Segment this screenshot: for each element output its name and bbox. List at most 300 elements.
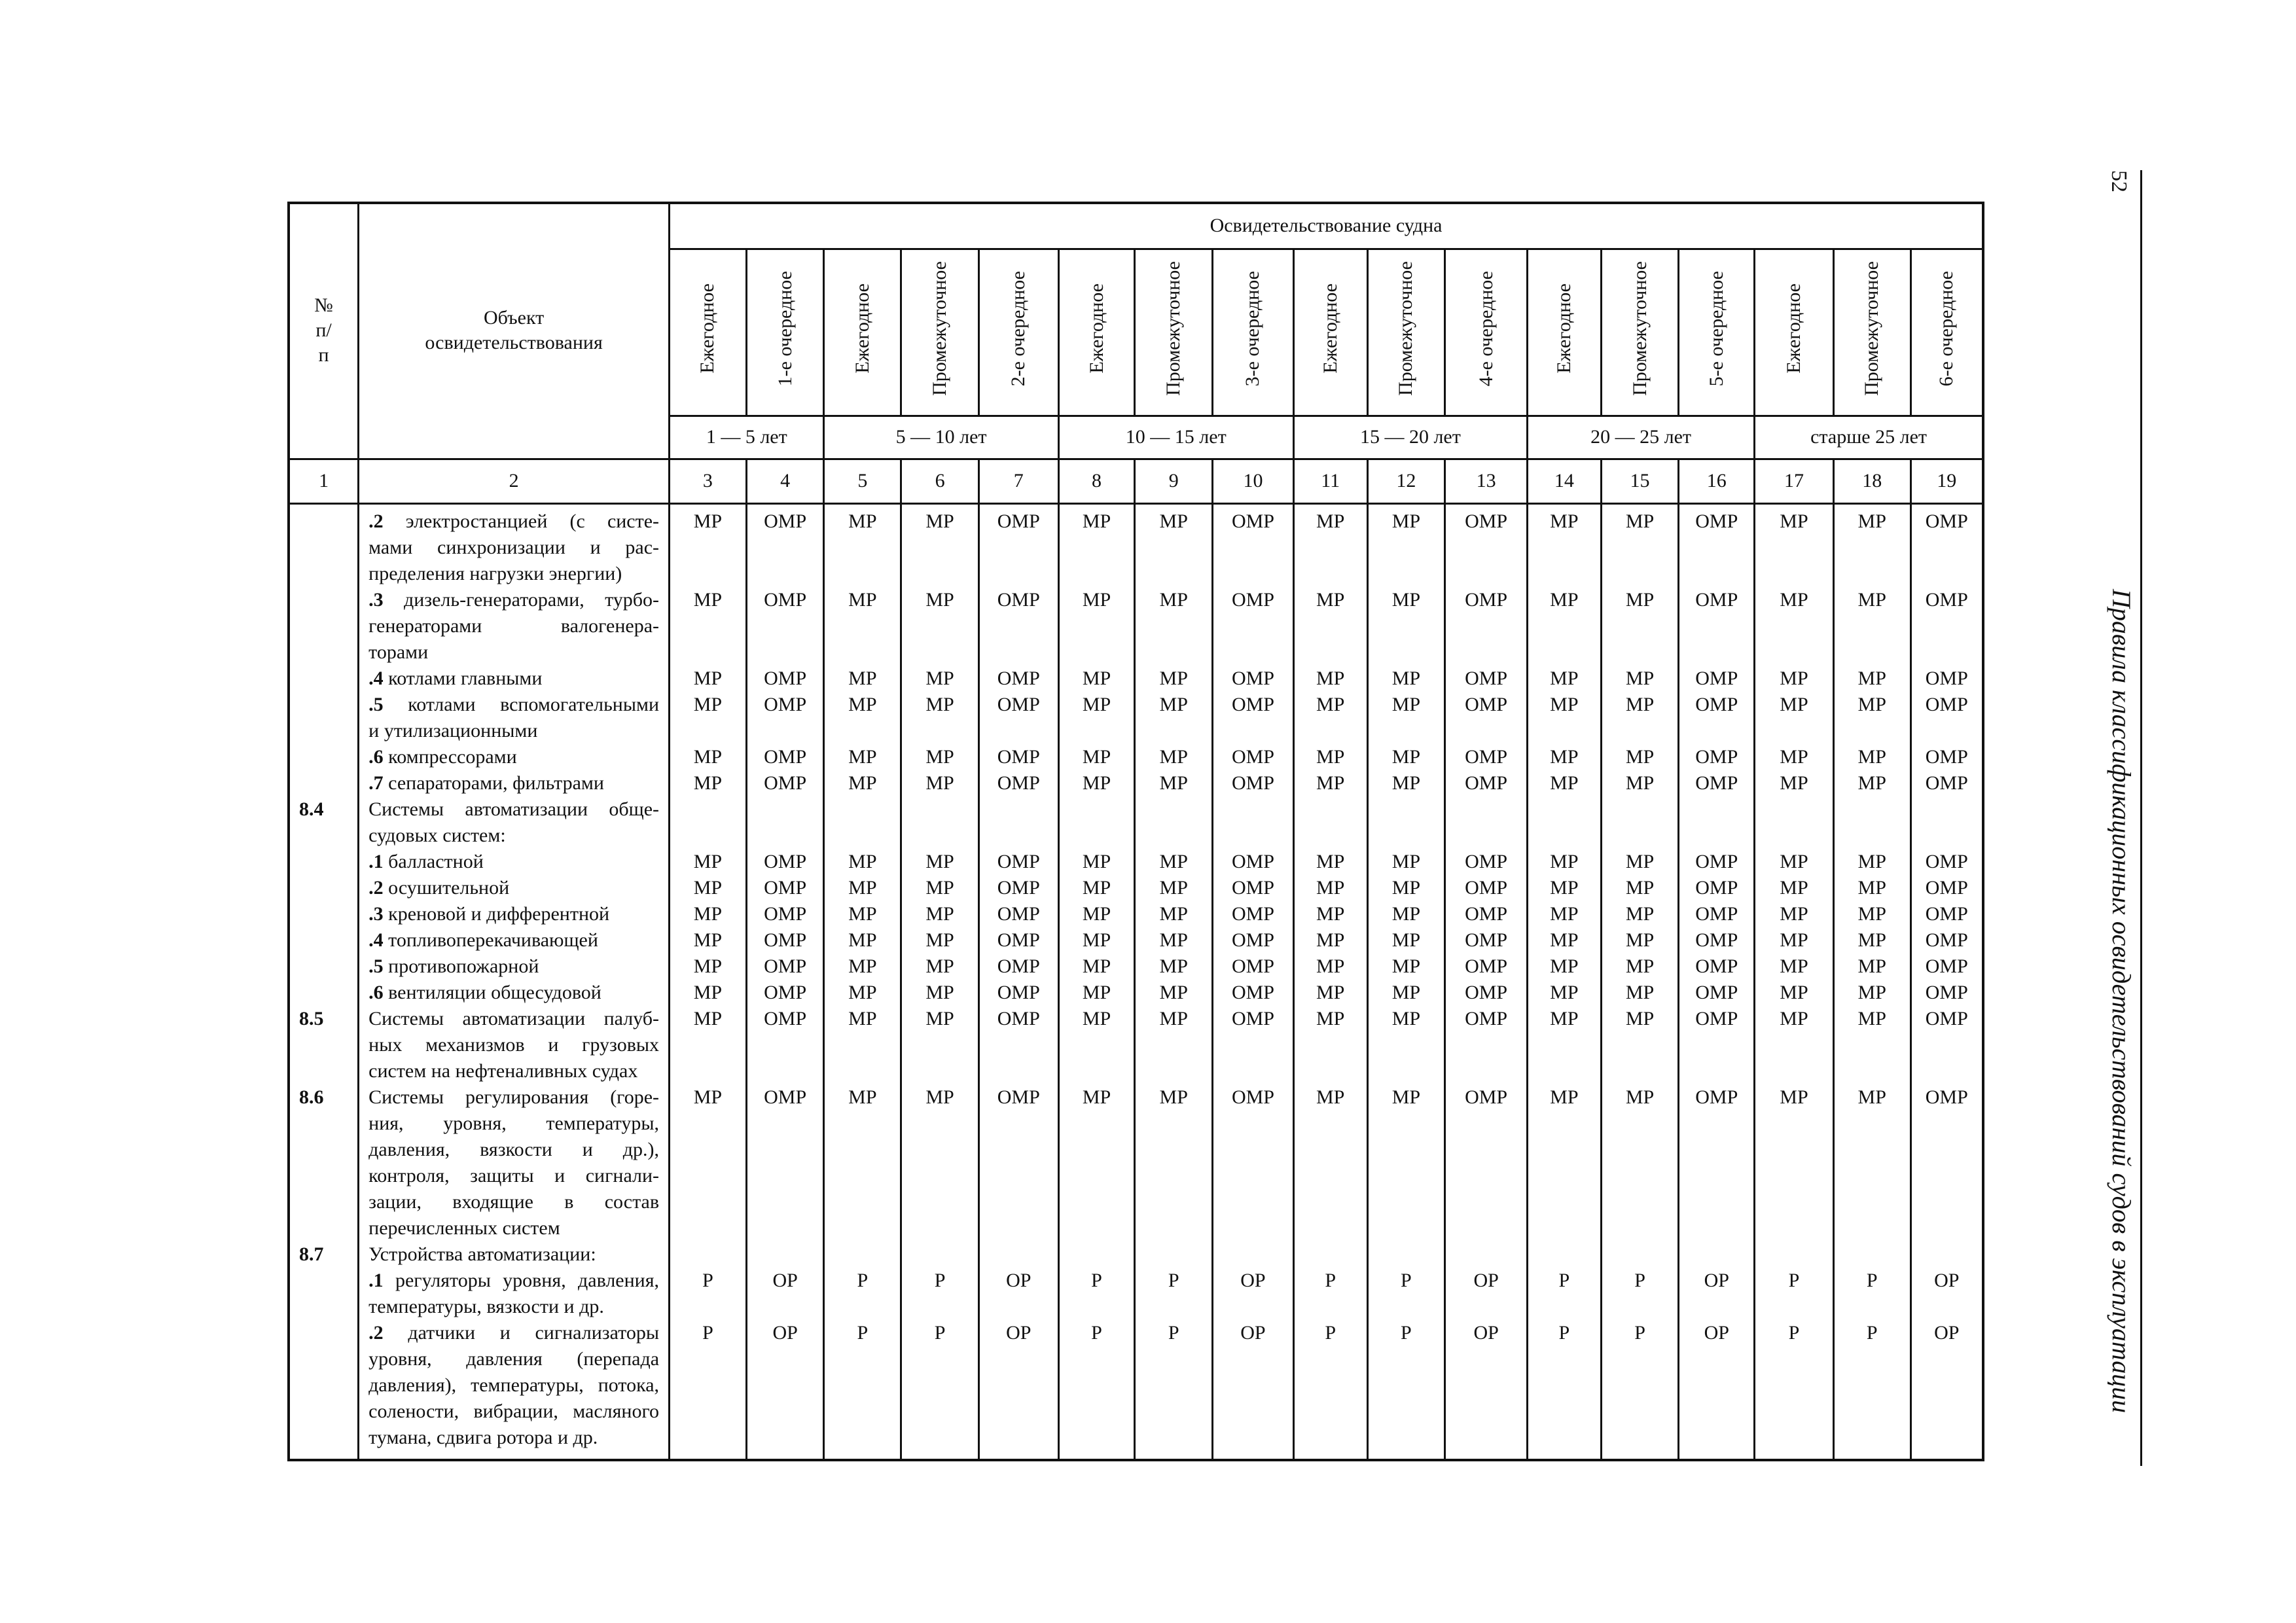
- survey-mark: ОМР: [1465, 693, 1508, 715]
- subitem-prefix: .7: [368, 772, 384, 794]
- column-number: 18: [1833, 459, 1910, 503]
- survey-mark: ОМР: [1465, 772, 1508, 794]
- survey-mark: МР: [1159, 667, 1188, 689]
- survey-mark: МР: [1625, 876, 1655, 899]
- column-number: 14: [1528, 459, 1602, 503]
- item-number-column: [289, 503, 359, 1460]
- survey-mark: ОМР: [997, 902, 1040, 925]
- survey-mark: ОМР: [1925, 588, 1968, 611]
- survey-mark: МР: [848, 850, 877, 872]
- survey-mark: МР: [1316, 772, 1345, 794]
- survey-mark: МР: [925, 693, 954, 715]
- survey-marks-column: [1910, 503, 1983, 1460]
- header-age-group: 15 — 20 лет: [1293, 416, 1527, 459]
- survey-mark: ОМР: [1465, 588, 1508, 611]
- survey-mark: Р: [934, 1269, 946, 1291]
- survey-mark: МР: [1780, 510, 1808, 532]
- object-text-line: давления, вязкости и др.),: [368, 1138, 660, 1160]
- page-number: 52: [2107, 170, 2131, 192]
- survey-mark: МР: [1082, 902, 1111, 925]
- survey-mark: МР: [1316, 667, 1345, 689]
- survey-mark: ОМР: [1925, 955, 1968, 977]
- survey-mark: МР: [693, 510, 723, 532]
- column-number: 16: [1679, 459, 1755, 503]
- survey-mark: МР: [1391, 902, 1421, 925]
- survey-mark: МР: [1391, 510, 1421, 532]
- survey-marks-column: [1601, 503, 1679, 1460]
- survey-mark: МР: [693, 850, 723, 872]
- survey-mark: МР: [925, 772, 954, 794]
- survey-mark: МР: [1780, 981, 1808, 1003]
- survey-mark: ОР: [1473, 1321, 1499, 1344]
- survey-mark: ОМР: [1925, 850, 1968, 872]
- subitem-prefix: .5: [368, 693, 384, 715]
- survey-mark: ОМР: [1695, 955, 1738, 977]
- survey-mark: ОМР: [764, 1007, 807, 1029]
- survey-mark: Р: [1558, 1321, 1570, 1344]
- survey-mark: ОМР: [1231, 929, 1274, 951]
- subitem-prefix: .1: [368, 1269, 384, 1291]
- survey-mark: МР: [1550, 929, 1579, 951]
- survey-mark: МР: [1082, 588, 1111, 611]
- survey-mark: МР: [925, 929, 954, 951]
- survey-mark: ОР: [772, 1269, 798, 1291]
- survey-mark: Р: [1788, 1269, 1800, 1291]
- survey-mark: МР: [1550, 693, 1579, 715]
- column-number: 15: [1601, 459, 1679, 503]
- survey-mark: ОМР: [764, 745, 807, 768]
- survey-mark: ОМР: [764, 876, 807, 899]
- column-number: 17: [1755, 459, 1834, 503]
- item-number: 8.7: [299, 1243, 324, 1265]
- survey-mark: ОМР: [1695, 667, 1738, 689]
- object-text-line: мами синхронизации и рас-: [368, 536, 660, 558]
- survey-mark: МР: [1159, 1007, 1188, 1029]
- survey-mark: МР: [1780, 772, 1808, 794]
- survey-mark: МР: [1316, 693, 1345, 715]
- object-text-line: .6 компрессорами: [368, 745, 517, 768]
- survey-mark: МР: [1625, 850, 1655, 872]
- object-text-line: .7 сепараторами, фильтрами: [368, 772, 604, 794]
- survey-mark: МР: [1625, 955, 1655, 977]
- object-text-line: .3 креновой и дифферентной: [368, 902, 610, 925]
- object-text-line: .1 регуляторы уровня, давления,: [368, 1269, 660, 1291]
- survey-mark: МР: [1857, 588, 1886, 611]
- survey-mark: МР: [848, 667, 877, 689]
- survey-mark: Р: [857, 1321, 869, 1344]
- object-text-line: .2 датчики и сигнализаторы: [368, 1321, 660, 1344]
- survey-mark: МР: [925, 510, 954, 532]
- survey-marks-column: [1445, 503, 1528, 1460]
- survey-mark: МР: [1316, 588, 1345, 611]
- survey-mark: МР: [1082, 955, 1111, 977]
- header-survey-type: Промежуточное: [1367, 249, 1445, 416]
- survey-mark: ОМР: [997, 929, 1040, 951]
- survey-mark: ОР: [1934, 1321, 1960, 1344]
- survey-mark: МР: [848, 929, 877, 951]
- survey-mark: МР: [1159, 745, 1188, 768]
- survey-mark: Р: [934, 1321, 946, 1344]
- survey-mark: ОМР: [1925, 981, 1968, 1003]
- survey-mark: МР: [1082, 850, 1111, 872]
- survey-mark: Р: [1325, 1321, 1336, 1344]
- survey-mark: МР: [1780, 693, 1808, 715]
- survey-mark: МР: [1391, 772, 1421, 794]
- survey-mark: МР: [1857, 745, 1886, 768]
- survey-mark: МР: [693, 929, 723, 951]
- survey-mark: МР: [1391, 981, 1421, 1003]
- survey-mark: Р: [1168, 1321, 1179, 1344]
- survey-mark: МР: [1159, 955, 1188, 977]
- survey-mark: МР: [1082, 981, 1111, 1003]
- survey-mark: ОМР: [997, 745, 1040, 768]
- survey-mark: МР: [848, 745, 877, 768]
- survey-mark: МР: [925, 1086, 954, 1108]
- survey-mark: ОМР: [1695, 1086, 1738, 1108]
- survey-mark: ОМР: [764, 955, 807, 977]
- survey-mark: ОМР: [764, 510, 807, 532]
- survey-mark: МР: [1625, 1086, 1655, 1108]
- object-text-line: .4 котлами главными: [368, 667, 543, 689]
- column-number: 12: [1367, 459, 1445, 503]
- survey-mark: Р: [1634, 1321, 1645, 1344]
- header-survey-type: Ежегодное: [1293, 249, 1367, 416]
- survey-mark: ОМР: [1465, 850, 1508, 872]
- object-text-line: Устройства автоматизации:: [368, 1243, 596, 1265]
- survey-mark: МР: [1857, 510, 1886, 532]
- survey-mark: ОМР: [1231, 693, 1274, 715]
- survey-mark: ОР: [1240, 1321, 1266, 1344]
- header-survey-type: 5-е очередное: [1679, 249, 1755, 416]
- survey-mark: ОМР: [1231, 981, 1274, 1003]
- survey-mark: МР: [1082, 772, 1111, 794]
- survey-mark: ОМР: [1925, 876, 1968, 899]
- column-number: 6: [901, 459, 979, 503]
- survey-mark: Р: [1788, 1321, 1800, 1344]
- survey-mark: МР: [1391, 667, 1421, 689]
- survey-mark: ОМР: [1231, 876, 1274, 899]
- survey-mark: Р: [1866, 1269, 1878, 1291]
- survey-mark: ОМР: [1465, 981, 1508, 1003]
- survey-mark: Р: [1325, 1269, 1336, 1291]
- survey-mark: Р: [1866, 1321, 1878, 1344]
- survey-mark: ОМР: [1695, 876, 1738, 899]
- survey-mark: МР: [1550, 902, 1579, 925]
- survey-mark: МР: [1550, 1086, 1579, 1108]
- subitem-prefix: .5: [368, 955, 384, 977]
- header-survey-type: 2-е очередное: [978, 249, 1058, 416]
- object-text-line: .3 дизель-генераторами, турбо-: [368, 588, 660, 611]
- object-text-line: судовых систем:: [368, 824, 506, 846]
- survey-mark: МР: [1625, 981, 1655, 1003]
- survey-mark: МР: [1391, 588, 1421, 611]
- survey-mark: ОМР: [997, 1086, 1040, 1108]
- object-text-line: Системы автоматизации обще-: [368, 798, 660, 820]
- column-number: 19: [1910, 459, 1983, 503]
- header-survey-type: 6-е очередное: [1910, 249, 1983, 416]
- header-survey-type: 1-е очередное: [746, 249, 824, 416]
- object-text-line: тумана, сдвига ротора и др.: [368, 1426, 598, 1448]
- survey-mark: ОР: [772, 1321, 798, 1344]
- object-text-line: генераторами валогенера-: [368, 615, 660, 637]
- object-text-line: .5 котлами вспомогательными: [368, 693, 660, 715]
- survey-mark: ОМР: [1231, 902, 1274, 925]
- survey-mark: ОМР: [1231, 772, 1274, 794]
- header-survey-type: Промежуточное: [901, 249, 979, 416]
- survey-mark: МР: [1391, 929, 1421, 951]
- survey-mark: МР: [1780, 667, 1808, 689]
- object-text-line: Системы регулирования (горе-: [368, 1086, 660, 1108]
- survey-mark: МР: [1857, 850, 1886, 872]
- survey-mark: МР: [1780, 902, 1808, 925]
- survey-mark: МР: [848, 1086, 877, 1108]
- survey-mark: ОР: [1006, 1269, 1031, 1291]
- survey-mark: МР: [693, 745, 723, 768]
- object-text-line: и утилизационными: [368, 719, 538, 741]
- survey-mark: МР: [848, 955, 877, 977]
- survey-mark: Р: [702, 1269, 713, 1291]
- survey-mark: МР: [1550, 510, 1579, 532]
- survey-mark: МР: [1550, 772, 1579, 794]
- header-survey-type: 4-е очередное: [1445, 249, 1528, 416]
- object-text-line: контроля, защиты и сигнали-: [368, 1164, 660, 1186]
- survey-mark: МР: [1391, 850, 1421, 872]
- survey-mark: МР: [925, 955, 954, 977]
- column-number: 8: [1058, 459, 1135, 503]
- survey-mark: ОМР: [764, 667, 807, 689]
- survey-mark: МР: [1625, 667, 1655, 689]
- survey-marks-column: [1135, 503, 1213, 1460]
- header-age-group: 20 — 25 лет: [1528, 416, 1755, 459]
- subitem-prefix: .6: [368, 745, 384, 768]
- survey-mark: МР: [693, 667, 723, 689]
- survey-mark: ОМР: [764, 850, 807, 872]
- survey-mark: МР: [1159, 902, 1188, 925]
- survey-mark: МР: [1159, 510, 1188, 532]
- survey-mark: МР: [1316, 876, 1345, 899]
- object-text-line: .5 противопожарной: [368, 955, 539, 977]
- survey-mark: МР: [1316, 745, 1345, 768]
- survey-mark: МР: [1857, 772, 1886, 794]
- survey-mark: МР: [1159, 1086, 1188, 1108]
- survey-mark: Р: [1401, 1269, 1412, 1291]
- survey-mark: ОМР: [1231, 1007, 1274, 1029]
- header-survey-type: Ежегодное: [1058, 249, 1135, 416]
- header-survey-type: Ежегодное: [670, 249, 747, 416]
- survey-mark: МР: [848, 1007, 877, 1029]
- survey-mark: МР: [848, 876, 877, 899]
- subitem-prefix: .1: [368, 850, 384, 872]
- object-text-line: ния, уровня, температуры,: [368, 1112, 660, 1134]
- survey-mark: ОМР: [764, 902, 807, 925]
- object-text-line: систем на нефтеналивных судах: [368, 1060, 638, 1082]
- object-column: [359, 503, 670, 1460]
- survey-mark: ОМР: [764, 1086, 807, 1108]
- survey-mark: МР: [1780, 1086, 1808, 1108]
- survey-mark: ОМР: [1231, 667, 1274, 689]
- survey-mark: МР: [1780, 1007, 1808, 1029]
- survey-mark: Р: [702, 1321, 713, 1344]
- survey-marks-column: [746, 503, 824, 1460]
- survey-mark: ОМР: [1925, 667, 1968, 689]
- survey-mark: ОМР: [1465, 876, 1508, 899]
- survey-mark: МР: [1550, 850, 1579, 872]
- survey-marks-column: [901, 503, 979, 1460]
- survey-marks-column: [824, 503, 901, 1460]
- survey-mark: ОМР: [1231, 588, 1274, 611]
- survey-mark: МР: [1625, 588, 1655, 611]
- survey-mark: МР: [1780, 745, 1808, 768]
- survey-mark: ОМР: [1465, 1086, 1508, 1108]
- survey-mark: ОМР: [1231, 510, 1274, 532]
- survey-mark: МР: [1625, 772, 1655, 794]
- object-text-line: пределения нагрузки энергии): [368, 562, 622, 584]
- survey-mark: МР: [1625, 693, 1655, 715]
- survey-mark: МР: [1159, 693, 1188, 715]
- survey-mark: МР: [1159, 588, 1188, 611]
- survey-mark: ОМР: [1695, 588, 1738, 611]
- survey-mark: ОМР: [997, 876, 1040, 899]
- object-text-line: температуры, вязкости и др.: [368, 1295, 604, 1317]
- header-survey: Освидетельствование судна: [670, 203, 1983, 249]
- survey-mark: МР: [1391, 1007, 1421, 1029]
- survey-mark: ОМР: [1925, 902, 1968, 925]
- survey-mark: ОМР: [997, 588, 1040, 611]
- survey-mark: МР: [1857, 667, 1886, 689]
- survey-mark: Р: [1091, 1321, 1102, 1344]
- header-age-group: старше 25 лет: [1755, 416, 1983, 459]
- object-text-line: торами: [368, 641, 429, 663]
- survey-mark: МР: [925, 588, 954, 611]
- survey-mark: МР: [693, 1007, 723, 1029]
- survey-mark: МР: [1391, 745, 1421, 768]
- item-number: 8.5: [299, 1007, 324, 1029]
- survey-mark: МР: [848, 693, 877, 715]
- survey-mark: МР: [1391, 693, 1421, 715]
- survey-mark: ОМР: [1465, 745, 1508, 768]
- header-age-group: 5 — 10 лет: [824, 416, 1058, 459]
- survey-mark: МР: [925, 876, 954, 899]
- survey-mark: МР: [925, 1007, 954, 1029]
- survey-mark: ОМР: [1695, 929, 1738, 951]
- survey-mark: ОМР: [1231, 745, 1274, 768]
- survey-marks-column: [1528, 503, 1602, 1460]
- survey-mark: МР: [1159, 876, 1188, 899]
- survey-mark: ОМР: [764, 981, 807, 1003]
- object-text-line: .2 осушительной: [368, 876, 510, 899]
- column-number: 7: [978, 459, 1058, 503]
- survey-mark: Р: [1558, 1269, 1570, 1291]
- survey-mark: МР: [1316, 510, 1345, 532]
- column-number: 4: [746, 459, 824, 503]
- survey-mark: ОМР: [1925, 929, 1968, 951]
- survey-mark: МР: [1082, 510, 1111, 532]
- header-survey-type: Ежегодное: [824, 249, 901, 416]
- survey-mark: МР: [848, 902, 877, 925]
- subitem-prefix: .4: [368, 929, 384, 951]
- survey-mark: МР: [1082, 1086, 1111, 1108]
- survey-mark: МР: [1082, 693, 1111, 715]
- survey-mark: МР: [848, 772, 877, 794]
- survey-mark: МР: [925, 745, 954, 768]
- survey-mark: ОМР: [764, 772, 807, 794]
- survey-mark: МР: [1316, 955, 1345, 977]
- column-number: 10: [1213, 459, 1294, 503]
- survey-mark: МР: [1550, 955, 1579, 977]
- survey-mark: МР: [693, 876, 723, 899]
- survey-mark: МР: [693, 588, 723, 611]
- survey-mark: МР: [925, 667, 954, 689]
- survey-mark: ОМР: [764, 693, 807, 715]
- header-age-group: 10 — 15 лет: [1058, 416, 1293, 459]
- survey-mark: МР: [1550, 876, 1579, 899]
- survey-mark: МР: [1159, 929, 1188, 951]
- survey-mark: МР: [1316, 902, 1345, 925]
- survey-mark: МР: [1082, 876, 1111, 899]
- survey-mark: МР: [1159, 850, 1188, 872]
- survey-mark: ОМР: [997, 693, 1040, 715]
- running-title: Правила классификационных освидетельствований судов в эксплуатации: [2107, 589, 2136, 1414]
- survey-mark: МР: [1780, 588, 1808, 611]
- survey-mark: Р: [1401, 1321, 1412, 1344]
- object-text-line: уровня, давления (перепада: [368, 1347, 660, 1370]
- survey-marks-column: [1058, 503, 1135, 1460]
- survey-mark: ОМР: [1695, 745, 1738, 768]
- survey-mark: МР: [1780, 876, 1808, 899]
- survey-mark: МР: [1082, 745, 1111, 768]
- survey-mark: ОМР: [997, 510, 1040, 532]
- object-text-line: солености, вибрации, масляного: [368, 1400, 660, 1422]
- item-number: 8.6: [299, 1086, 324, 1108]
- header-survey-type: Ежегодное: [1755, 249, 1834, 416]
- survey-mark: Р: [1091, 1269, 1102, 1291]
- survey-mark: МР: [1550, 745, 1579, 768]
- survey-marks-column: [1293, 503, 1367, 1460]
- column-number: 1: [289, 459, 359, 503]
- survey-mark: ОМР: [997, 667, 1040, 689]
- survey-mark: МР: [693, 902, 723, 925]
- column-number: 9: [1135, 459, 1213, 503]
- survey-mark: МР: [1625, 929, 1655, 951]
- item-number: 8.4: [299, 798, 324, 820]
- survey-mark: МР: [1550, 1007, 1579, 1029]
- survey-mark: ОМР: [997, 955, 1040, 977]
- header-object: Объект освидетельствования: [359, 203, 670, 459]
- object-text-line: .2 электростанцией (с систе-: [368, 510, 660, 532]
- survey-mark: МР: [925, 981, 954, 1003]
- survey-mark: ОМР: [1465, 667, 1508, 689]
- survey-mark: Р: [857, 1269, 869, 1291]
- survey-marks-column: [1367, 503, 1445, 1460]
- header-survey-type: Промежуточное: [1833, 249, 1910, 416]
- header-survey-type: Промежуточное: [1135, 249, 1213, 416]
- object-text-line: зации, входящие в состав: [368, 1190, 660, 1213]
- subitem-prefix: .3: [368, 588, 384, 611]
- survey-mark: МР: [1625, 745, 1655, 768]
- survey-mark: МР: [848, 510, 877, 532]
- survey-mark: МР: [1857, 902, 1886, 925]
- survey-mark: ОР: [1473, 1269, 1499, 1291]
- survey-mark: МР: [1857, 1007, 1886, 1029]
- header-survey-type: Ежегодное: [1528, 249, 1602, 416]
- survey-mark: МР: [1857, 981, 1886, 1003]
- survey-mark: ОМР: [1695, 510, 1738, 532]
- survey-mark: МР: [1316, 850, 1345, 872]
- survey-mark: МР: [693, 955, 723, 977]
- survey-mark: МР: [1159, 772, 1188, 794]
- survey-mark: ОМР: [1695, 772, 1738, 794]
- subitem-prefix: .4: [368, 667, 384, 689]
